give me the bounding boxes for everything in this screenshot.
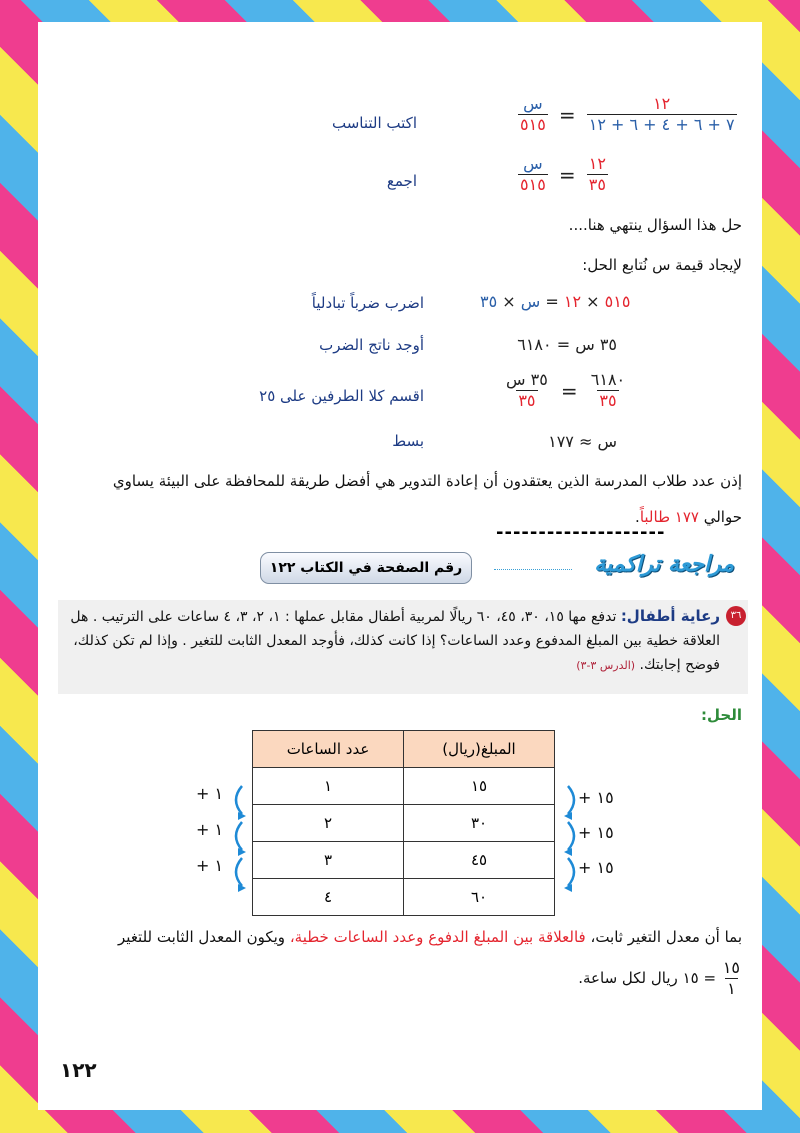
step-note: اجمع bbox=[386, 172, 417, 190]
rhs-denominator: ٥١٥ bbox=[520, 115, 546, 134]
approx-result: س ≈ ١٧٧ bbox=[548, 432, 617, 451]
table-row: ٤٥ ٣ bbox=[253, 842, 555, 879]
table-row: ١٥ ١ bbox=[253, 768, 555, 805]
right-increment-label: + ١٥ bbox=[578, 858, 614, 877]
final-rate: $\frac{١٥}{١}$ = ١٥ ريال لكل ساعة. bbox=[578, 958, 740, 998]
cross-multiply-equation: ٥١٥ × ١٢ = س × ٣٥ bbox=[480, 292, 631, 311]
step-note: اكتب التناسب bbox=[332, 114, 417, 132]
review-title: مراجعة تراكمية bbox=[594, 552, 734, 577]
product-equation: ٣٥ س = ٦١٨٠ bbox=[517, 335, 617, 354]
lhs-numerator: ١٢ bbox=[653, 94, 671, 113]
student-count: ١٧٧ طالباً bbox=[639, 508, 699, 526]
solution-label: الحل: bbox=[701, 706, 742, 724]
problem-number: ٣٦ bbox=[726, 606, 746, 626]
conclusion-line1: إذن عدد طلاب المدرسة الذين يعتقدون أن إعادة التدوير هي أفضل طريقة للمحافظة على البيئة يساوي bbox=[112, 472, 742, 490]
step-note: أوجد ناتج الضرب bbox=[319, 336, 424, 354]
step-note: اضرب ضرباً تبادلياً bbox=[311, 294, 424, 312]
solution-table bbox=[252, 730, 555, 916]
curved-arrow-icon bbox=[228, 782, 254, 902]
find-x-text: لإيجاد قيمة س نُتابع الحل: bbox=[582, 256, 742, 274]
ends-here-text: حل هذا السؤال ينتهي هنا.... bbox=[568, 216, 742, 234]
divider: -------------------- bbox=[496, 522, 666, 543]
dotted-rule bbox=[494, 569, 572, 570]
divide-equation: $\frac{\text{٣٥ س}}{٣٥}$ = $\frac{٦١٨٠}{٣٥}$ bbox=[506, 370, 626, 410]
problem-text: رعاية أطفال: تدفع مها ١٥، ٣٠، ٤٥، ٦٠ ريالًا لمربية أطفال مقابل عملها : ١، ٢، ٣، ٤ ساعات على الترتيب . هل العلاقة خطية بين المبلغ المدفوع وعدد الساعات؟ إذا كانت كذلك، فأوجد المعدل الثابت للتغير . وإذا لم تكن كذلك، فوضح إجابتك. (الدرس ٣-٣) bbox=[70, 607, 720, 673]
page-number: ١٢٢ bbox=[60, 1058, 97, 1082]
table-row: ٣٠ ٢ bbox=[253, 805, 555, 842]
right-increment-label: + ١٥ bbox=[578, 823, 614, 842]
right-increment-label: + ١٥ bbox=[578, 788, 614, 807]
book-page-badge: رقم الصفحة في الكتاب ١٢٢ bbox=[260, 552, 472, 584]
step-note: بسط bbox=[392, 432, 424, 450]
left-increment-label: + ١ bbox=[196, 856, 224, 875]
step-note: اقسم كلا الطرفين على ٢٥ bbox=[259, 387, 424, 405]
left-increment-label: + ١ bbox=[196, 820, 224, 839]
header-amount: المبلغ(ريال) bbox=[404, 731, 555, 768]
table-row: ٦٠ ٤ bbox=[253, 879, 555, 916]
header-hours: عدد الساعات bbox=[253, 731, 404, 768]
rhs-numerator: س bbox=[523, 94, 543, 113]
left-increment-label: + ١ bbox=[196, 784, 224, 803]
page bbox=[38, 22, 762, 1110]
final-statement: بما أن معدل التغير ثابت، فالعلاقة بين المبلغ الدفوع وعدد الساعات خطية، ويكون المعدل الثابت للتغير bbox=[118, 928, 742, 946]
conclusion-line2: حوالي ١٧٧ طالباً. bbox=[635, 508, 742, 526]
proportion-equation: $\frac{\text{س}}{٥١٥}$ = $\frac{١٢}{٧ + ٦ + ٤ + ٦ + ١٢}$ bbox=[520, 94, 735, 134]
sum-equation: $\frac{\text{س}}{٥١٥}$ = $\frac{١٢}{٣٥}$ bbox=[520, 154, 606, 194]
lhs-denominator: ٧ + ٦ + ٤ + ٦ + ١٢ bbox=[588, 115, 735, 134]
